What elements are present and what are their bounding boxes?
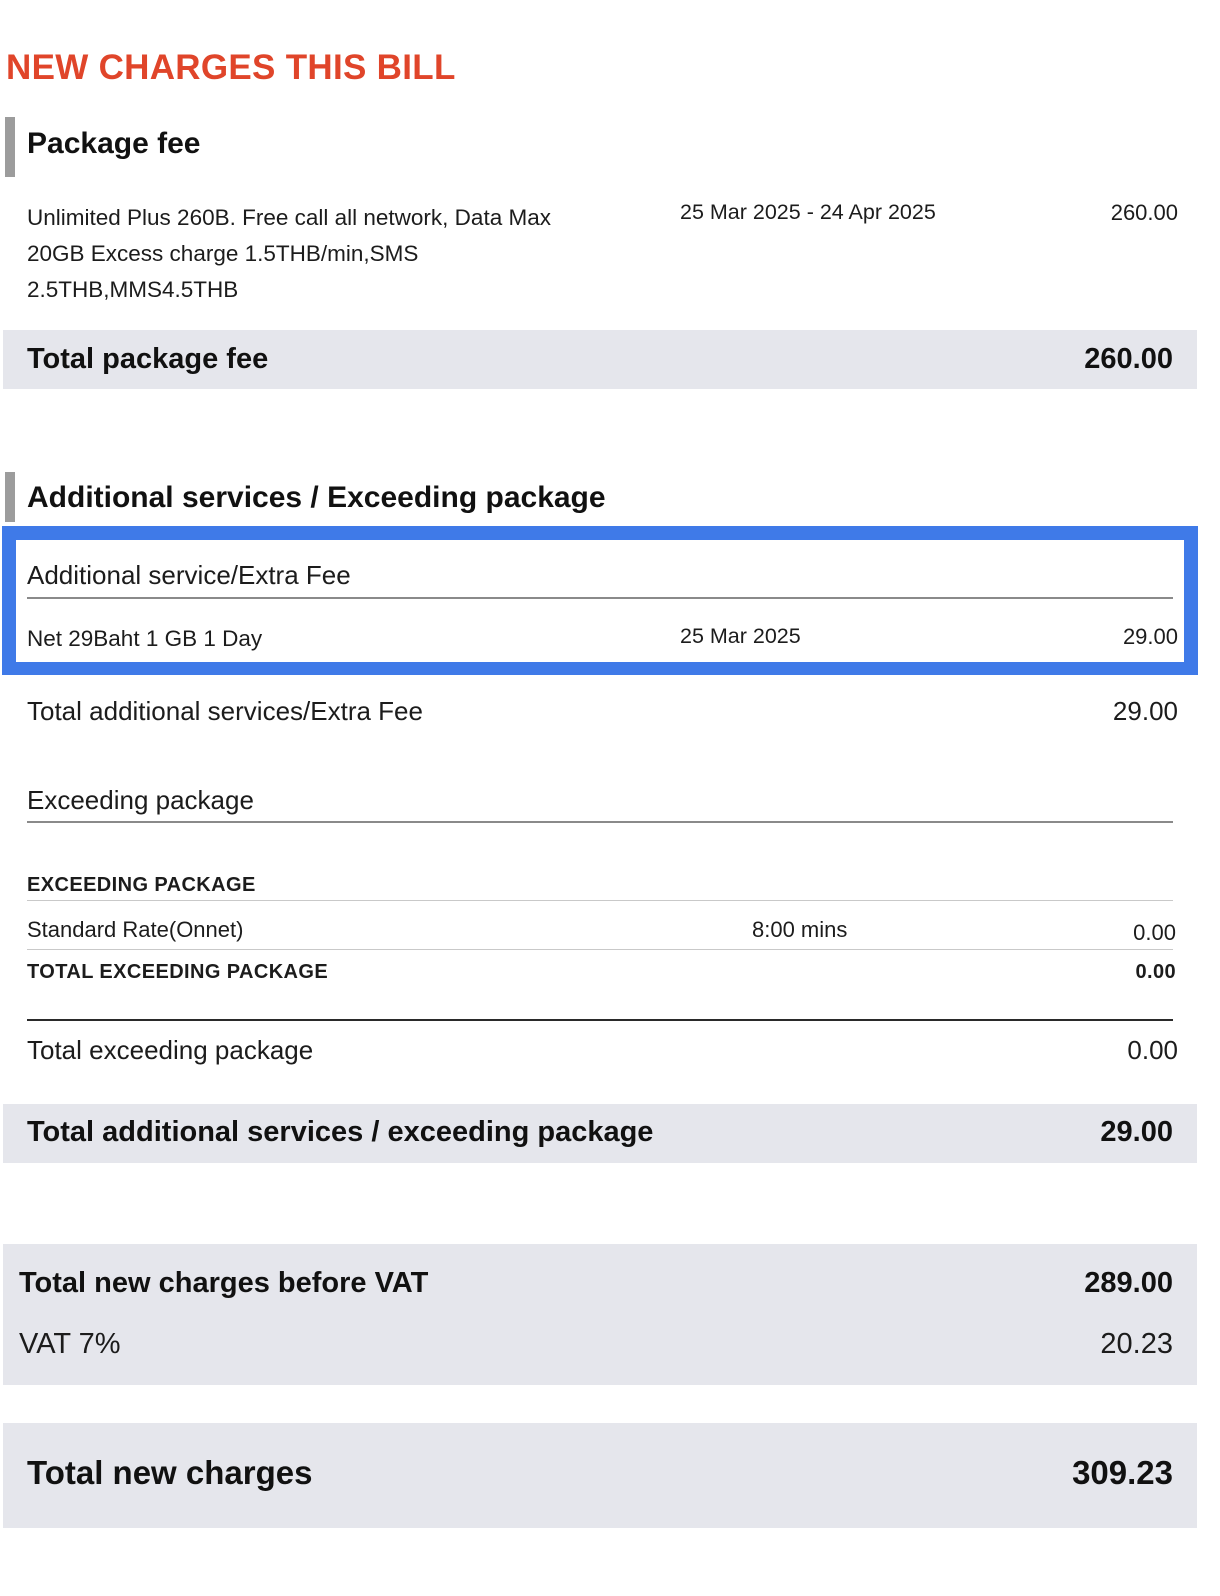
exceeding-row-amount: 0.00 — [1133, 920, 1176, 945]
exceeding-row-label: Standard Rate(Onnet) — [27, 917, 244, 942]
package-item-amount: 260.00 — [1110, 200, 1178, 225]
package-item-period: 25 Mar 2025 - 24 Apr 2025 — [680, 200, 936, 224]
grand-total-row — [3, 1423, 1197, 1528]
extra-item-name: Net 29Baht 1 GB 1 Day — [27, 626, 263, 651]
package-total-row — [3, 330, 1197, 389]
exceeding-row-usage: 8:00 mins — [752, 917, 848, 942]
package-total-amount: 260.00 — [1084, 343, 1173, 375]
extra-item-amount: 29.00 — [1122, 624, 1178, 649]
grand-total-amount: 309.23 — [1072, 1454, 1173, 1491]
exceeding-total-amount: 0.00 — [1127, 1035, 1178, 1065]
divider — [27, 900, 1173, 901]
summary-block — [3, 1244, 1197, 1385]
exceeding-heading: Exceeding package — [27, 785, 254, 815]
page-title: NEW CHARGES THIS BILL — [6, 48, 456, 87]
divider — [27, 949, 1173, 950]
additional-total-row — [3, 1104, 1197, 1163]
grand-total-label: Total new charges — [27, 1454, 313, 1491]
extra-total-amount: 29.00 — [1112, 696, 1178, 726]
exceeding-table-header: EXCEEDING PACKAGE — [27, 874, 256, 896]
highlight-box — [2, 526, 1198, 675]
package-total-label: Total package fee — [27, 343, 269, 375]
additional-heading: Additional services / Exceeding package — [27, 481, 606, 514]
vat-amount: 20.23 — [1100, 1328, 1173, 1360]
exceeding-table-total-label: TOTAL EXCEEDING PACKAGE — [27, 961, 329, 983]
additional-total-label: Total additional services / exceeding package — [27, 1116, 654, 1148]
package-fee-heading: Package fee — [27, 127, 201, 160]
before-vat-amount: 289.00 — [1084, 1267, 1173, 1299]
extra-total-label: Total additional services/Extra Fee — [27, 696, 423, 726]
package-item-description: Unlimited Plus 260B. Free call all network, Data Max 20GB Excess charge 1.5THB/min,SMS 2.5THB,MMS4.5THB — [27, 205, 551, 302]
vat-label: VAT 7% — [19, 1328, 121, 1360]
extra-item-date: 25 Mar 2025 — [680, 624, 801, 648]
extra-fee-heading: Additional service/Extra Fee — [27, 560, 351, 590]
divider — [27, 1019, 1173, 1021]
additional-total-amount: 29.00 — [1100, 1116, 1173, 1148]
before-vat-label: Total new charges before VAT — [19, 1267, 429, 1299]
section-marker — [5, 117, 15, 177]
exceeding-total-label: Total exceeding package — [27, 1035, 314, 1065]
section-marker — [5, 472, 15, 522]
divider — [27, 821, 1173, 823]
exceeding-table-total-amount: 0.00 — [1135, 961, 1176, 983]
